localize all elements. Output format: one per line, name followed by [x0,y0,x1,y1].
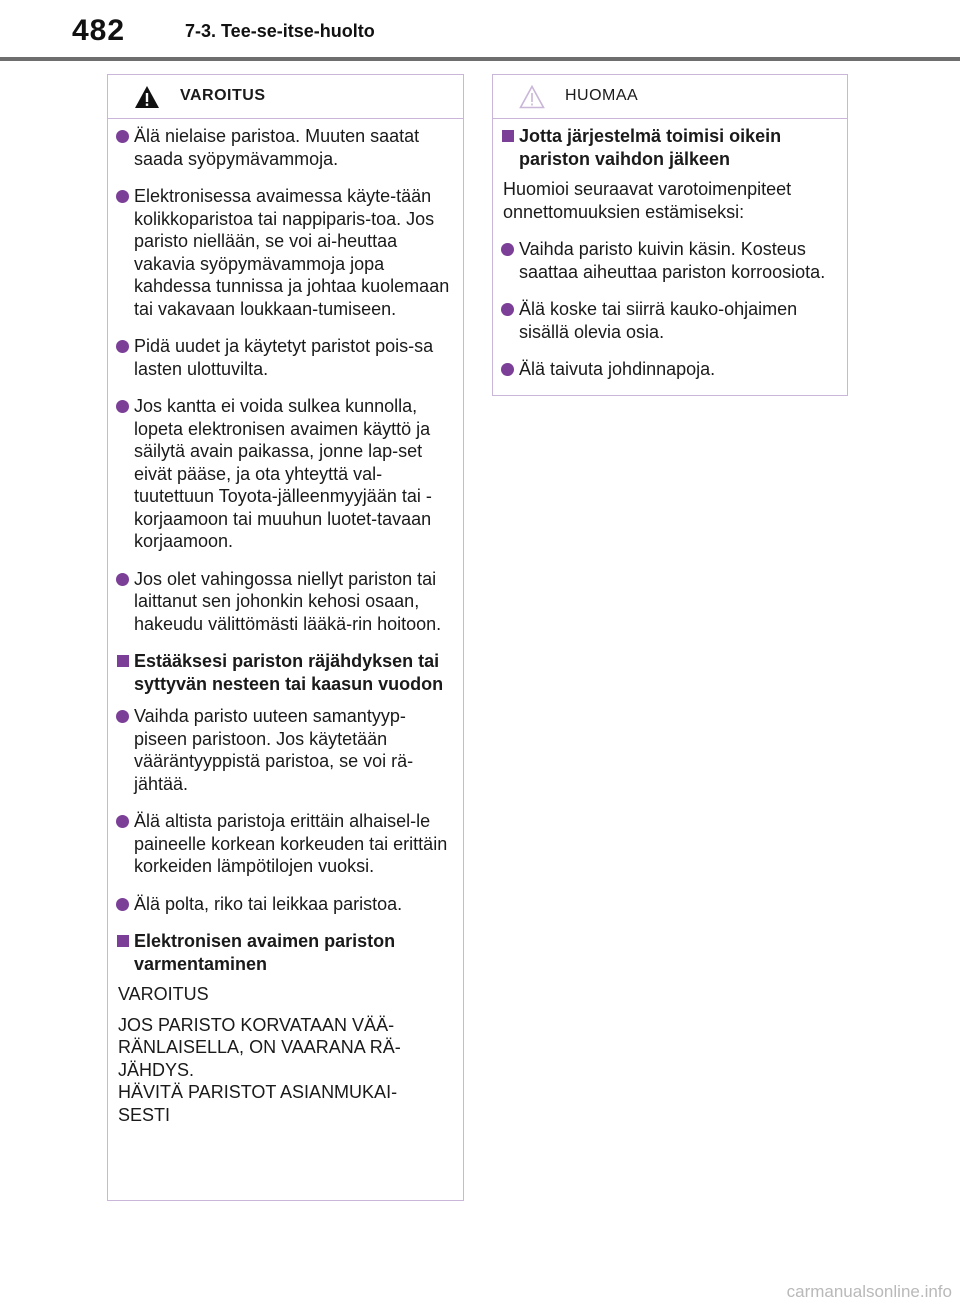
warning-item-text: Älä nielaise paristoa. Muuten saatat saada syöpymävammoja. [134,126,420,169]
heading-square-icon [117,935,129,947]
bullet-dot-icon [116,340,129,353]
bullet-dot-icon [501,303,514,316]
verification-text: JOS PARISTO KORVATAAN VÄÄ- RÄNLAISELLA, ON VAARANA RÄ- JÄHDYS. HÄVITÄ PARISTOT ASIANMUKAI- SESTI [118,1014,401,1125]
warning-item [118,568,451,636]
bullet-dot-icon [116,710,129,723]
warning-triangle-icon [134,85,160,109]
warning-item [118,125,451,170]
notice-item-text: Älä taivuta johdinnapoja. [519,359,716,379]
notice-item [503,298,835,343]
warning-item [118,395,451,553]
warning-item-text: Jos olet vahingossa niellyt pariston tai laittanut sen johonkin kehosi osaan, hakeudu välittömästi lääkä-rin hoitoon. [134,568,442,634]
notice-item [503,238,835,283]
bullet-dot-icon [116,898,129,911]
section-title: 7-3. Tee-se-itse-huolto [185,21,375,41]
heading-square-icon [117,655,129,667]
notice-heading [503,125,835,170]
explosion-item-text: Älä polta, riko tai leikkaa paristoa. [134,893,403,914]
bullet-dot-icon [116,573,129,586]
bullet-dot-icon [116,130,129,143]
warning-item-text: Pidä uudet ja käytetyt paristot pois-sa lasten ulottuvilta. [134,336,434,379]
bullet-dot-icon [116,815,129,828]
warning-title: VAROITUS [180,87,266,104]
page-number: 482 [72,14,126,47]
heading-square-icon [502,130,514,142]
warning-item-text: Elektronisessa avaimessa käyte-tään kolikkoparistoa tai nappiparis-toa. Jos paristo niellään, se voi ai-heuttaa vakavia syöpymävammoja jopa kahdessa tunnissa ja johtaa kuolemaan tai vakavaan loukkaan-tumiseen. [134,186,450,319]
heading-text: Jotta järjestelmä toimisi oikein pariston vaihdon jälkeen [519,126,782,169]
notice-body [493,119,847,381]
notice-item [503,358,835,381]
page-header [0,0,960,62]
warning-item [118,335,451,380]
bullet-dot-icon [501,363,514,376]
header-divider [0,57,960,61]
explosion-item-text: Älä altista paristoja erittäin alhaisel-le paineelle korkean korkeuden tai erittäin korkeiden lämpötilojen vuoksi. [134,811,448,876]
caution-triangle-icon [519,85,545,109]
notice-intro: Huomioi seuraavat varotoimenpiteet onnettomuuksien estämiseksi: [503,179,792,222]
explosion-item-text: Vaihda paristo uuteen samantyyp-piseen paristoon. Jos käytetään vääräntyyppistä paristoa, se voi rä-jähtää. [134,706,414,794]
explosion-item [118,705,451,795]
notice-item-text: Vaihda paristo kuivin käsin. Kosteus saattaa aiheuttaa pariston korroosiota. [519,239,826,282]
explosion-item [118,810,451,878]
explosion-item [118,893,451,916]
heading-text: Estääksesi pariston räjähdyksen tai syttyvän nesteen tai kaasun vuodon [134,651,444,694]
notice-item-text: Älä koske tai siirrä kauko-ohjaimen sisällä olevia osia. [519,299,798,342]
warning-body [108,119,463,1126]
notice-box [492,74,848,396]
watermark: carmanualsonline.info [786,1282,952,1301]
notice-box-header [493,75,847,119]
warning-item [118,185,451,320]
notice-title: HUOMAA [565,87,639,104]
warning-box-header [108,75,463,119]
bullet-dot-icon [116,190,129,203]
section-heading-explosion [118,650,451,695]
warning-item-text: Jos kantta ei voida sulkea kunnolla, lopeta elektronisen avaimen käyttö ja säilytä avain paikassa, jonne lap-set eivät pääse, ja ota yhteyttä val-tuutettuun Toyota-jälleenmyyjään tai -korjaamoon tai muuhun luotet-tavaan korjaamoon. [134,396,432,551]
section-heading-verification [118,930,451,975]
heading-text: Elektronisen avaimen pariston varmentaminen [134,931,396,974]
warning-box [107,74,464,1201]
bullet-dot-icon [501,243,514,256]
verification-label: VAROITUS [118,984,209,1004]
bullet-dot-icon [116,400,129,413]
